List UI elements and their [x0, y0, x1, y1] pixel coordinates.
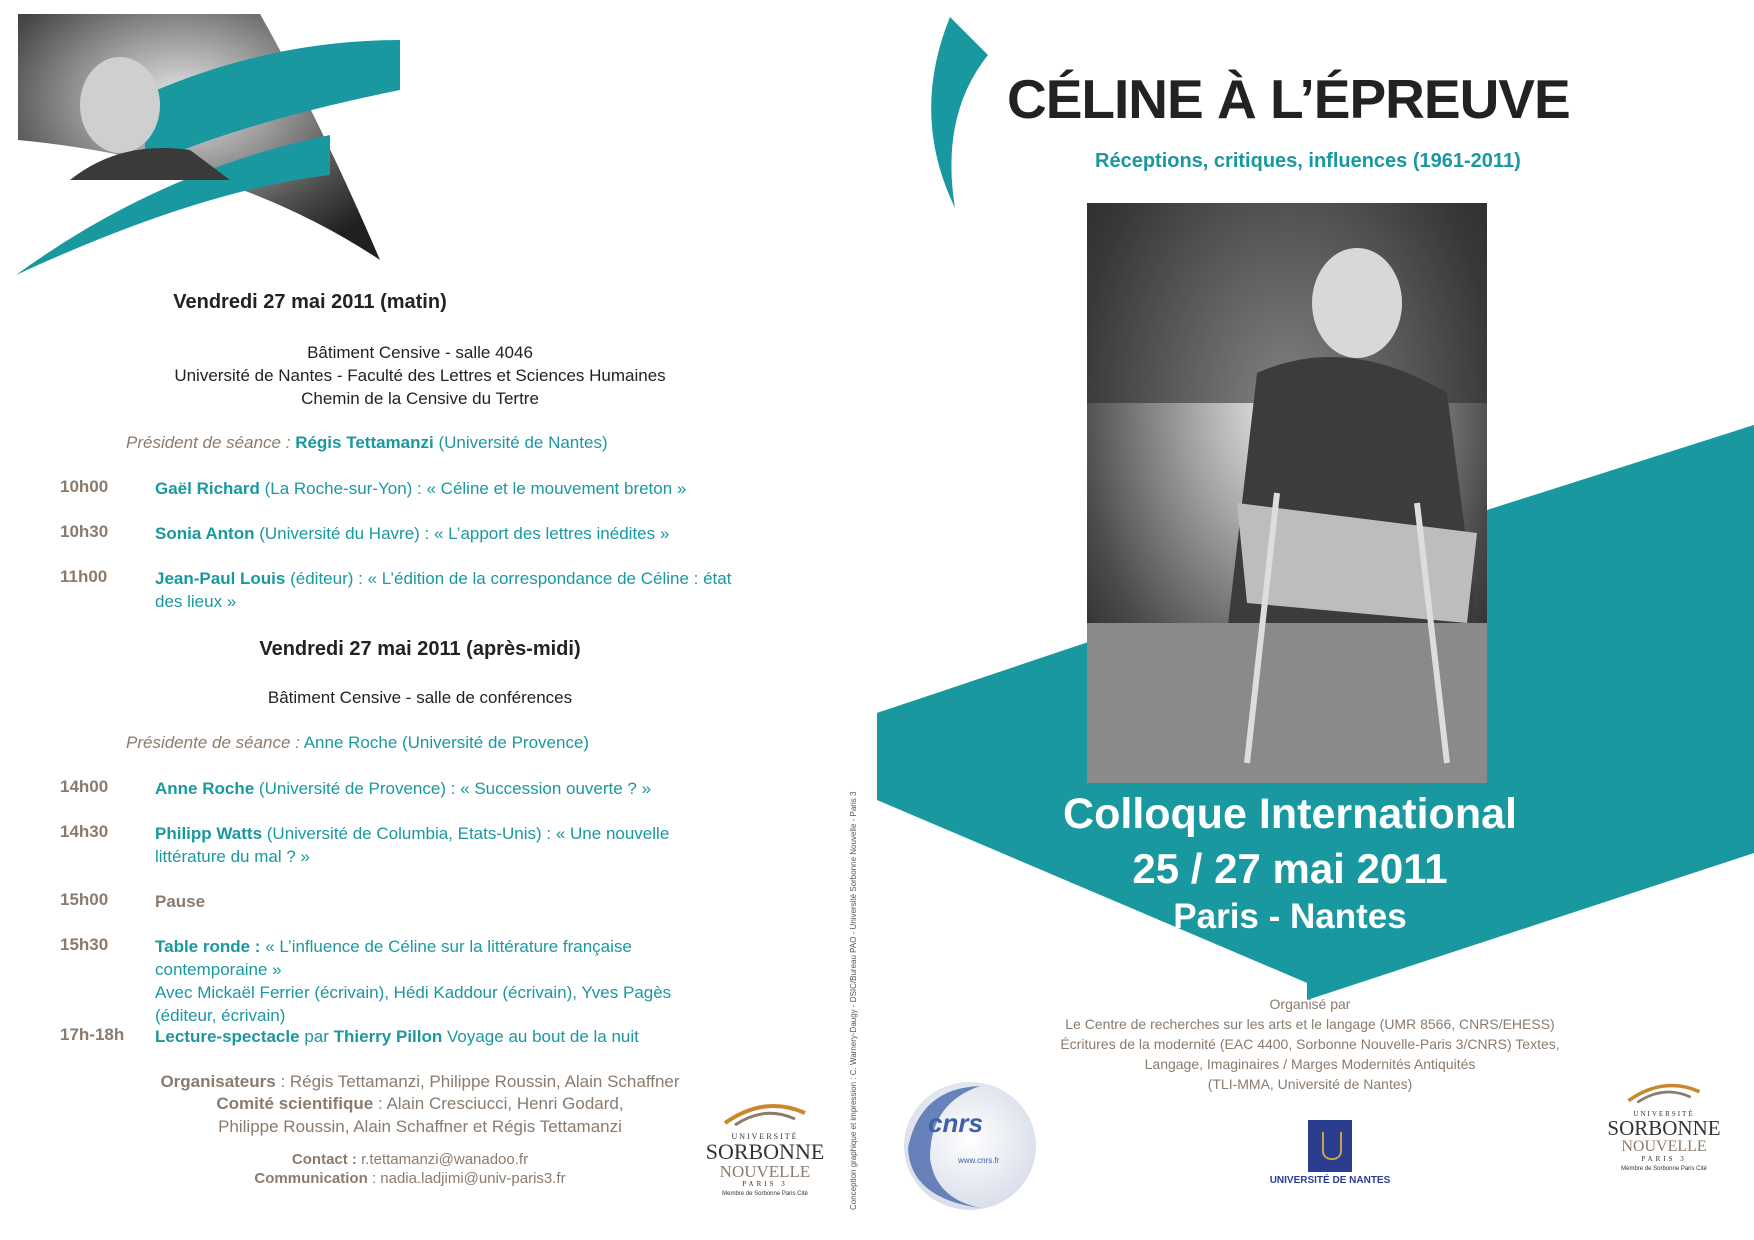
- talk-details: par: [304, 1027, 329, 1046]
- cnrs-wordmark: cnrs: [928, 1108, 983, 1138]
- chair-name: Anne Roche (Université de Provence): [303, 733, 590, 752]
- sorbonne-member-text: Membre de Sorbonne Paris Cité: [1621, 1166, 1707, 1172]
- speaker-name: Jean-Paul Louis: [155, 569, 286, 588]
- talk-entry: [155, 567, 795, 613]
- talk-details: (Université du Havre) : « L’apport des lettres inédites »: [259, 524, 670, 543]
- sorbonne-city-text: PARIS 3: [742, 1180, 788, 1188]
- organized-block: [1020, 994, 1600, 1094]
- talk-time: 14h30: [60, 822, 109, 841]
- talk-details-cont: (éditeur, écrivain): [155, 1006, 286, 1025]
- session2-chair: [126, 731, 589, 754]
- contact-label: Contact :: [291, 1151, 357, 1168]
- talk-entry: [155, 477, 795, 500]
- talk-time: 11h00: [60, 567, 108, 586]
- sorbonne-sub-text: NOUVELLE: [719, 1162, 811, 1181]
- location-line-2: Université de Nantes - Faculté des Lettres et Sciences Humaines: [174, 366, 666, 385]
- title-arc-graphic: [930, 15, 1000, 210]
- nantes-wordmark: UNIVERSITÉ DE NANTES: [1269, 1175, 1391, 1186]
- talk-details: (Université de Columbia, Etats-Unis) : « Une nouvelle: [266, 824, 670, 843]
- vertical-credit: Conception graphique et impression : C. Warnery-Daugy - DSIC/Bureau PAO - Université Sorbonne Nouvelle - Paris 3: [849, 791, 858, 1210]
- organized-label: Organisé par: [1269, 996, 1351, 1012]
- talk-time: 10h30: [60, 522, 109, 541]
- speaker-name: Anne Roche: [155, 779, 255, 798]
- celine-portrait-photo: [1087, 203, 1487, 783]
- location-line-3: Chemin de la Censive du Tertre: [301, 389, 539, 408]
- organisers-names: : Régis Tettamanzi, Philippe Roussin, Alain Schaffner: [280, 1072, 680, 1091]
- talk-details-cont: Avec Mickaël Ferrier (écrivain), Hédi Kaddour (écrivain), Yves Pagès: [155, 983, 672, 1002]
- sorbonne-main-text: SORBONNE: [705, 1139, 825, 1164]
- performer-name: Thierry Pillon: [333, 1027, 443, 1046]
- communication: [170, 1170, 650, 1187]
- talk-details: « L’influence de Céline sur la littérature française: [265, 937, 632, 956]
- speaker-name: Table ronde :: [155, 937, 261, 956]
- event-title: CÉLINE À L’ÉPREUVE: [1007, 68, 1570, 130]
- talk-time: 14h00: [60, 777, 109, 796]
- talk-details: (éditeur) : « L’édition de la correspondance de Céline : état: [290, 569, 732, 588]
- cnrs-globe-icon: [900, 1078, 1040, 1213]
- organizer-line: Écritures de la modernité (EAC 4400, Sorbonne Nouvelle-Paris 3/CNRS) Textes,: [1060, 1036, 1560, 1052]
- cnrs-logo: [900, 1078, 1040, 1213]
- organizer-line: Langage, Imaginaires / Marges Modernités Antiquités: [1144, 1056, 1476, 1072]
- sorbonne-top-text: UNIVERSITÉ: [731, 1132, 799, 1141]
- talk-details-cont: des lieux »: [155, 592, 237, 611]
- banner-dates: 25 / 27 mai 2011: [1132, 845, 1448, 892]
- talk-details: (Université de Provence) : « Succession ouverte ? »: [258, 779, 652, 798]
- communication-label: Communication: [254, 1170, 368, 1187]
- organizer-line: (TLI-MMA, Université de Nantes): [1207, 1076, 1413, 1092]
- session2-location: Bâtiment Censive - salle de conférences: [267, 688, 573, 707]
- session1-chair: [126, 431, 608, 454]
- talk-entry: [155, 777, 795, 800]
- organizer-line: Le Centre de recherches sur les arts et le langage (UMR 8566, CNRS/EHESS): [1065, 1016, 1555, 1032]
- sorbonne-sub-text: NOUVELLE: [1621, 1138, 1707, 1155]
- speaker-name: Sonia Anton: [155, 524, 255, 543]
- event-subtitle: Réceptions, critiques, influences (1961-2011): [1095, 150, 1521, 172]
- nantes-logo: [1260, 1120, 1400, 1186]
- sorbonne-top-text: UNIVERSITÉ: [1633, 1110, 1695, 1118]
- committee-names: : Alain Cresciucci, Henri Godard,: [377, 1094, 624, 1113]
- speaker-name: Philipp Watts: [155, 824, 263, 843]
- sorbonne-main-text: SORBONNE: [1607, 1116, 1721, 1140]
- committee-label: Comité scientifique: [216, 1094, 374, 1113]
- talk-time: 15h00: [60, 890, 109, 909]
- sorbonne-emblem-icon: [1624, 1075, 1704, 1105]
- communication-email[interactable]: : nadia.ladjimi@univ-paris3.fr: [371, 1170, 566, 1187]
- talk-entry: [155, 935, 795, 1027]
- talk-details-cont: contemporaine »: [155, 960, 282, 979]
- committee-cont: Philippe Roussin, Alain Schaffner et Régis Tettamanzi: [218, 1117, 622, 1136]
- session1-title: Vendredi 27 mai 2011 (matin): [173, 291, 447, 313]
- talk-time: 10h00: [60, 477, 109, 496]
- sorbonne-logo-right: [1594, 1075, 1734, 1172]
- talk-entry: [155, 1025, 795, 1048]
- talk-entry: [155, 822, 795, 868]
- sorbonne-city-text: PARIS 3: [1641, 1155, 1687, 1163]
- talk-entry: [155, 522, 795, 545]
- talk-details: Voyage au bout de la nuit: [447, 1027, 639, 1046]
- nantes-emblem-icon: [1308, 1120, 1352, 1172]
- talk-time: 17h-18h: [60, 1025, 125, 1044]
- location-line-1: Bâtiment Censive - salle 4046: [307, 343, 533, 362]
- chair-affiliation: (Université de Nantes): [438, 433, 608, 452]
- organisers: [100, 1070, 740, 1093]
- session2-title: Vendredi 27 mai 2011 (après-midi): [259, 638, 581, 660]
- sorbonne-logo-left: [690, 1095, 840, 1197]
- left-header-graphic: [0, 0, 400, 290]
- cnrs-url[interactable]: www.cnrs.fr: [958, 1156, 1000, 1165]
- committee: [100, 1092, 740, 1115]
- banner-location: Paris - Nantes: [1173, 897, 1407, 936]
- chair-label: Président de séance :: [126, 433, 291, 452]
- session1-location: [100, 341, 740, 410]
- chair-label: Présidente de séance :: [126, 733, 300, 752]
- chair-name: Régis Tettamanzi: [295, 433, 434, 452]
- talk-details: (La Roche-sur-Yon) : « Céline et le mouvement breton »: [264, 479, 687, 498]
- banner-title: Colloque International: [1063, 790, 1517, 838]
- talk-details-cont: littérature du mal ? »: [155, 847, 310, 866]
- sorbonne-member-text: Membre de Sorbonne Paris Cité: [722, 1191, 808, 1197]
- contact-email[interactable]: r.tettamanzi@wanadoo.fr: [361, 1151, 529, 1168]
- sorbonne-emblem-icon: [720, 1095, 810, 1127]
- speaker-name: Lecture-spectacle: [155, 1027, 300, 1046]
- contact: [170, 1151, 650, 1168]
- organisers-label: Organisateurs: [160, 1072, 276, 1091]
- speaker-name: Gaël Richard: [155, 479, 260, 498]
- talk-time: 15h30: [60, 935, 109, 954]
- pause-label: Pause: [155, 892, 206, 911]
